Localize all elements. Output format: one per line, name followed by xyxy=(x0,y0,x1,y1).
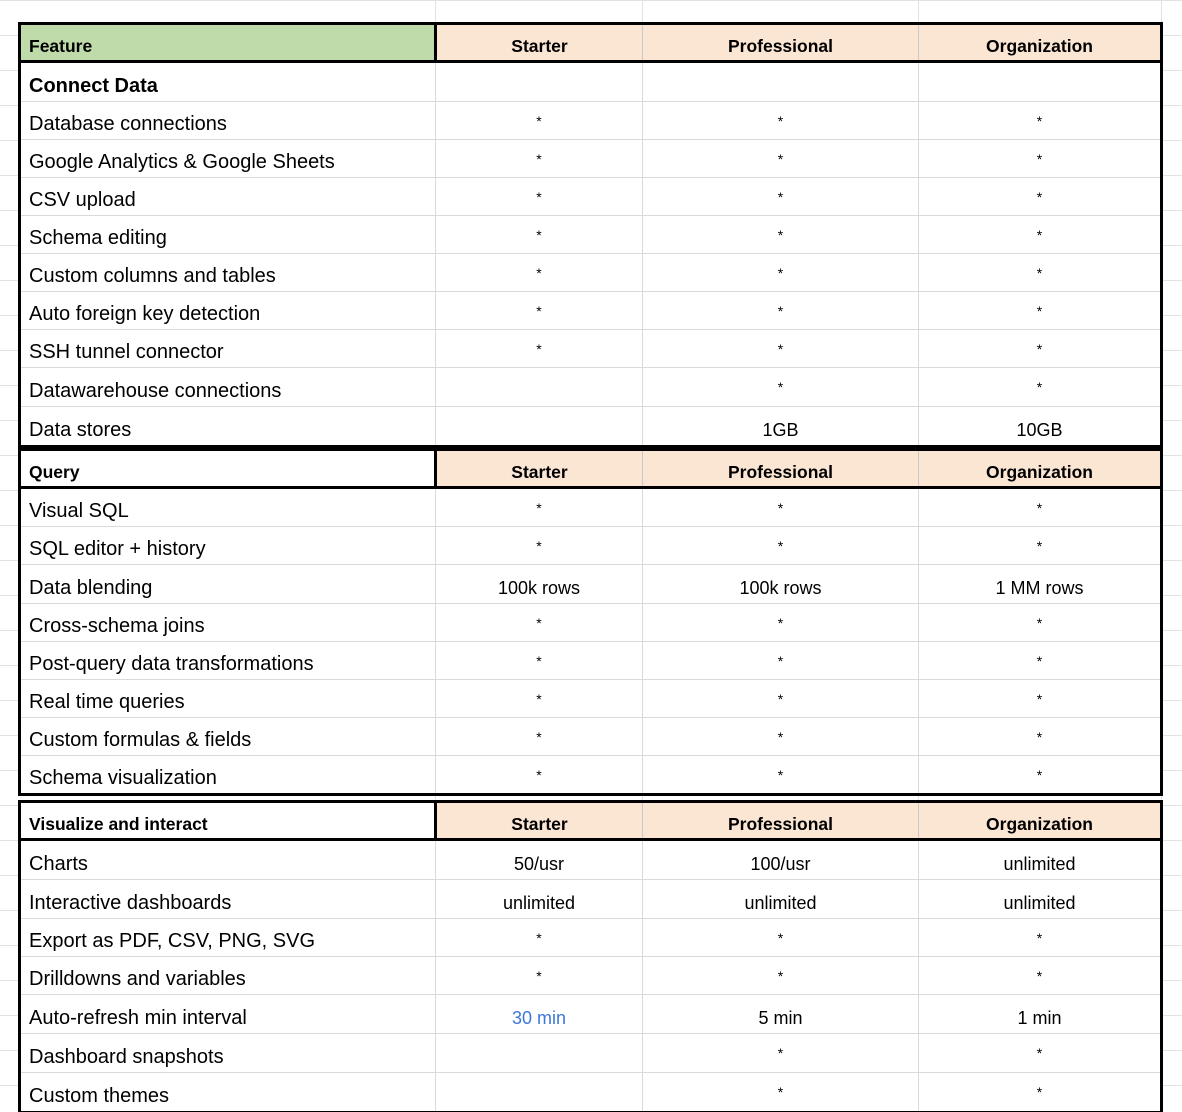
tier-value-cell-organization[interactable]: * xyxy=(919,216,1162,254)
tier-value-cell-professional[interactable]: * xyxy=(643,957,919,995)
feature-name-cell[interactable]: SSH tunnel connector xyxy=(20,330,436,368)
table-row xyxy=(20,488,1162,527)
tier-value-cell-organization[interactable]: * xyxy=(919,957,1162,995)
tier-value-cell-organization[interactable]: unlimited xyxy=(919,840,1162,880)
table-row xyxy=(20,407,1162,447)
table-row xyxy=(20,140,1162,178)
tier-value-cell-organization[interactable]: 1 MM rows xyxy=(919,565,1162,604)
tier-value-cell-professional[interactable]: * xyxy=(643,1073,919,1112)
tier-value-cell-professional[interactable]: * xyxy=(643,330,919,368)
tier-header-organization[interactable]: Organization xyxy=(919,802,1162,840)
table-row xyxy=(20,178,1162,216)
tier-value-cell-professional[interactable]: * xyxy=(643,254,919,292)
feature-name-cell[interactable]: Database connections xyxy=(20,102,436,140)
tier-value-cell-starter[interactable]: * xyxy=(436,488,643,527)
feature-name-cell[interactable]: Interactive dashboards xyxy=(20,880,436,919)
tier-value-cell-organization[interactable]: * xyxy=(919,488,1162,527)
table-row xyxy=(20,604,1162,642)
tier-value-cell-organization[interactable]: * xyxy=(919,254,1162,292)
tier-value-cell-organization[interactable]: * xyxy=(919,919,1162,957)
feature-name-cell[interactable]: Google Analytics & Google Sheets xyxy=(20,140,436,178)
tier-header-starter[interactable]: Starter xyxy=(436,450,643,488)
feature-name-cell[interactable]: Charts xyxy=(20,840,436,880)
table-row xyxy=(20,642,1162,680)
table-row xyxy=(20,840,1162,880)
tier-value-cell-organization[interactable]: * xyxy=(919,330,1162,368)
tier-value-cell-starter[interactable]: * xyxy=(436,642,643,680)
tier-value-cell-starter[interactable]: * xyxy=(436,330,643,368)
tier-value-cell-professional[interactable]: * xyxy=(643,488,919,527)
tier-value-cell-professional[interactable]: * xyxy=(643,527,919,565)
feature-name-cell[interactable]: Drilldowns and variables xyxy=(20,957,436,995)
feature-name-cell[interactable]: Custom themes xyxy=(20,1073,436,1112)
table-row xyxy=(20,1034,1162,1073)
table-row xyxy=(20,995,1162,1034)
feature-name-cell[interactable]: Post-query data transformations xyxy=(20,642,436,680)
tier-value-cell-organization[interactable]: 1 min xyxy=(919,995,1162,1034)
tier-value-cell-professional[interactable]: * xyxy=(643,680,919,718)
tier-value-cell-starter[interactable]: * xyxy=(436,140,643,178)
tier-value-cell-organization[interactable]: * xyxy=(919,718,1162,756)
tier-value-cell-professional[interactable]: * xyxy=(643,718,919,756)
tier-value-cell-starter[interactable]: * xyxy=(436,718,643,756)
table-row xyxy=(20,565,1162,604)
feature-name-cell[interactable]: Datawarehouse connections xyxy=(20,368,436,407)
tier-value-cell-professional[interactable]: unlimited xyxy=(643,880,919,919)
tier-value-cell-starter[interactable]: 30 min xyxy=(436,995,643,1034)
section-title-row xyxy=(20,62,1162,102)
feature-name-cell[interactable]: Auto foreign key detection xyxy=(20,292,436,330)
feature-name-cell[interactable]: Custom columns and tables xyxy=(20,254,436,292)
tier-value-cell-starter[interactable]: 50/usr xyxy=(436,840,643,880)
feature-table-connect-data xyxy=(18,22,1163,448)
feature-name-cell[interactable]: Visual SQL xyxy=(20,488,436,527)
tier-value-cell-professional[interactable]: * xyxy=(643,642,919,680)
feature-name-cell[interactable]: Schema editing xyxy=(20,216,436,254)
feature-name-cell[interactable]: CSV upload xyxy=(20,178,436,216)
feature-name-cell[interactable]: Data stores xyxy=(20,407,436,447)
tier-value-cell-professional[interactable]: * xyxy=(643,102,919,140)
tier-value-cell-organization[interactable]: * xyxy=(919,642,1162,680)
table-row xyxy=(20,880,1162,919)
tier-value-cell-starter[interactable] xyxy=(436,1034,643,1073)
section-header-visualize[interactable]: Visualize and interact xyxy=(20,802,436,840)
feature-name-cell[interactable]: Cross-schema joins xyxy=(20,604,436,642)
tier-value-cell-starter[interactable]: * xyxy=(436,756,643,795)
tier-value-cell-professional[interactable]: * xyxy=(643,292,919,330)
tier-header-organization[interactable]: Organization xyxy=(919,24,1162,62)
feature-name-cell[interactable]: Custom formulas & fields xyxy=(20,718,436,756)
tier-value-cell-starter[interactable]: * xyxy=(436,178,643,216)
tier-value-cell-organization[interactable]: * xyxy=(919,1034,1162,1073)
tier-value-cell-starter[interactable] xyxy=(436,1073,643,1112)
tier-value-cell-professional[interactable]: * xyxy=(643,919,919,957)
feature-name-cell[interactable]: Auto-refresh min interval xyxy=(20,995,436,1034)
table-cell[interactable] xyxy=(919,62,1162,102)
tier-value-cell-professional[interactable]: * xyxy=(643,216,919,254)
tier-header-professional[interactable]: Professional xyxy=(643,450,919,488)
table-row xyxy=(20,680,1162,718)
table-row xyxy=(20,527,1162,565)
tier-value-cell-organization[interactable]: * xyxy=(919,527,1162,565)
tier-value-cell-organization[interactable]: * xyxy=(919,140,1162,178)
tier-value-cell-starter[interactable]: * xyxy=(436,604,643,642)
feature-table-visualize xyxy=(18,800,1163,1112)
tier-value-cell-organization[interactable]: * xyxy=(1036,766,1043,783)
tier-value-cell-starter[interactable]: * xyxy=(436,680,643,718)
feature-column-header[interactable]: Feature xyxy=(20,24,436,62)
tier-value-cell-starter[interactable] xyxy=(436,368,643,407)
tier-header-starter[interactable]: Starter xyxy=(436,802,643,840)
feature-name-cell[interactable]: Schema visualization xyxy=(20,756,436,795)
tier-value-cell-organization[interactable]: * xyxy=(1036,1084,1043,1100)
table-row xyxy=(20,216,1162,254)
tier-value-cell-organization[interactable]: unlimited xyxy=(919,880,1162,919)
table-row xyxy=(20,292,1162,330)
tier-value-cell-starter[interactable] xyxy=(436,407,643,447)
tier-value-cell-organization[interactable]: * xyxy=(919,178,1162,216)
tier-value-cell-professional[interactable]: * xyxy=(643,1034,919,1073)
tier-value-cell-organization[interactable]: * xyxy=(919,102,1162,140)
tier-value-cell-professional[interactable]: 100k rows xyxy=(643,565,919,604)
feature-name-cell[interactable]: SQL editor + history xyxy=(20,527,436,565)
table-row xyxy=(20,957,1162,995)
tier-value-cell-starter[interactable]: * xyxy=(436,919,643,957)
table-cell[interactable] xyxy=(436,62,643,102)
table-header-row xyxy=(20,24,1162,62)
tier-value-cell-starter[interactable]: * xyxy=(436,957,643,995)
table-row xyxy=(20,330,1162,368)
tier-value-cell-starter[interactable]: * xyxy=(436,216,643,254)
tier-value-cell-organization[interactable]: * xyxy=(919,292,1162,330)
table-header-row xyxy=(20,802,1162,840)
tier-value-cell-starter[interactable]: unlimited xyxy=(436,880,643,919)
section-header-query[interactable]: Query xyxy=(20,450,436,488)
tier-value-cell-professional[interactable]: * xyxy=(643,604,919,642)
tier-header-professional[interactable]: Professional xyxy=(643,802,919,840)
tier-header-organization[interactable]: Organization xyxy=(919,450,1162,488)
tier-value-cell-starter[interactable]: * xyxy=(436,292,643,330)
tier-value-cell-organization[interactable]: * xyxy=(919,368,1162,407)
tier-value-cell-starter[interactable]: * xyxy=(436,527,643,565)
tier-value-cell-professional[interactable]: 5 min xyxy=(643,995,919,1034)
table-row xyxy=(20,1073,1162,1112)
tier-value-cell-professional[interactable]: * xyxy=(643,368,919,407)
feature-name-cell[interactable]: Dashboard snapshots xyxy=(20,1034,436,1073)
tier-value-cell-professional[interactable]: 100/usr xyxy=(643,840,919,880)
tier-value-cell-professional[interactable]: * xyxy=(643,140,919,178)
table-row xyxy=(20,254,1162,292)
tier-value-cell-professional[interactable]: * xyxy=(643,178,919,216)
tier-value-cell-starter[interactable]: 100k rows xyxy=(436,565,643,604)
table-header-row xyxy=(20,450,1162,488)
tier-value-cell-organization[interactable]: * xyxy=(919,604,1162,642)
tier-value-cell-organization[interactable]: 10GB xyxy=(1016,420,1063,440)
tier-value-cell-starter[interactable]: * xyxy=(436,254,643,292)
feature-table-query xyxy=(18,448,1163,796)
table-row xyxy=(20,368,1162,407)
feature-name-cell[interactable]: Export as PDF, CSV, PNG, SVG xyxy=(20,919,436,957)
table-row xyxy=(20,756,1162,795)
tier-value-cell-organization[interactable]: * xyxy=(919,680,1162,718)
feature-name-cell[interactable]: Real time queries xyxy=(20,680,436,718)
section-title[interactable]: Connect Data xyxy=(20,62,436,102)
table-row xyxy=(20,718,1162,756)
table-cell[interactable] xyxy=(643,62,919,102)
table-row xyxy=(20,919,1162,957)
tier-header-starter[interactable]: Starter xyxy=(436,24,643,62)
table-row xyxy=(20,102,1162,140)
feature-name-cell[interactable]: Data blending xyxy=(20,565,436,604)
tier-value-cell-professional[interactable]: * xyxy=(643,756,919,795)
tier-header-professional[interactable]: Professional xyxy=(643,24,919,62)
tier-value-cell-starter[interactable]: * xyxy=(436,102,643,140)
tier-value-cell-professional[interactable]: 1GB xyxy=(643,407,919,447)
